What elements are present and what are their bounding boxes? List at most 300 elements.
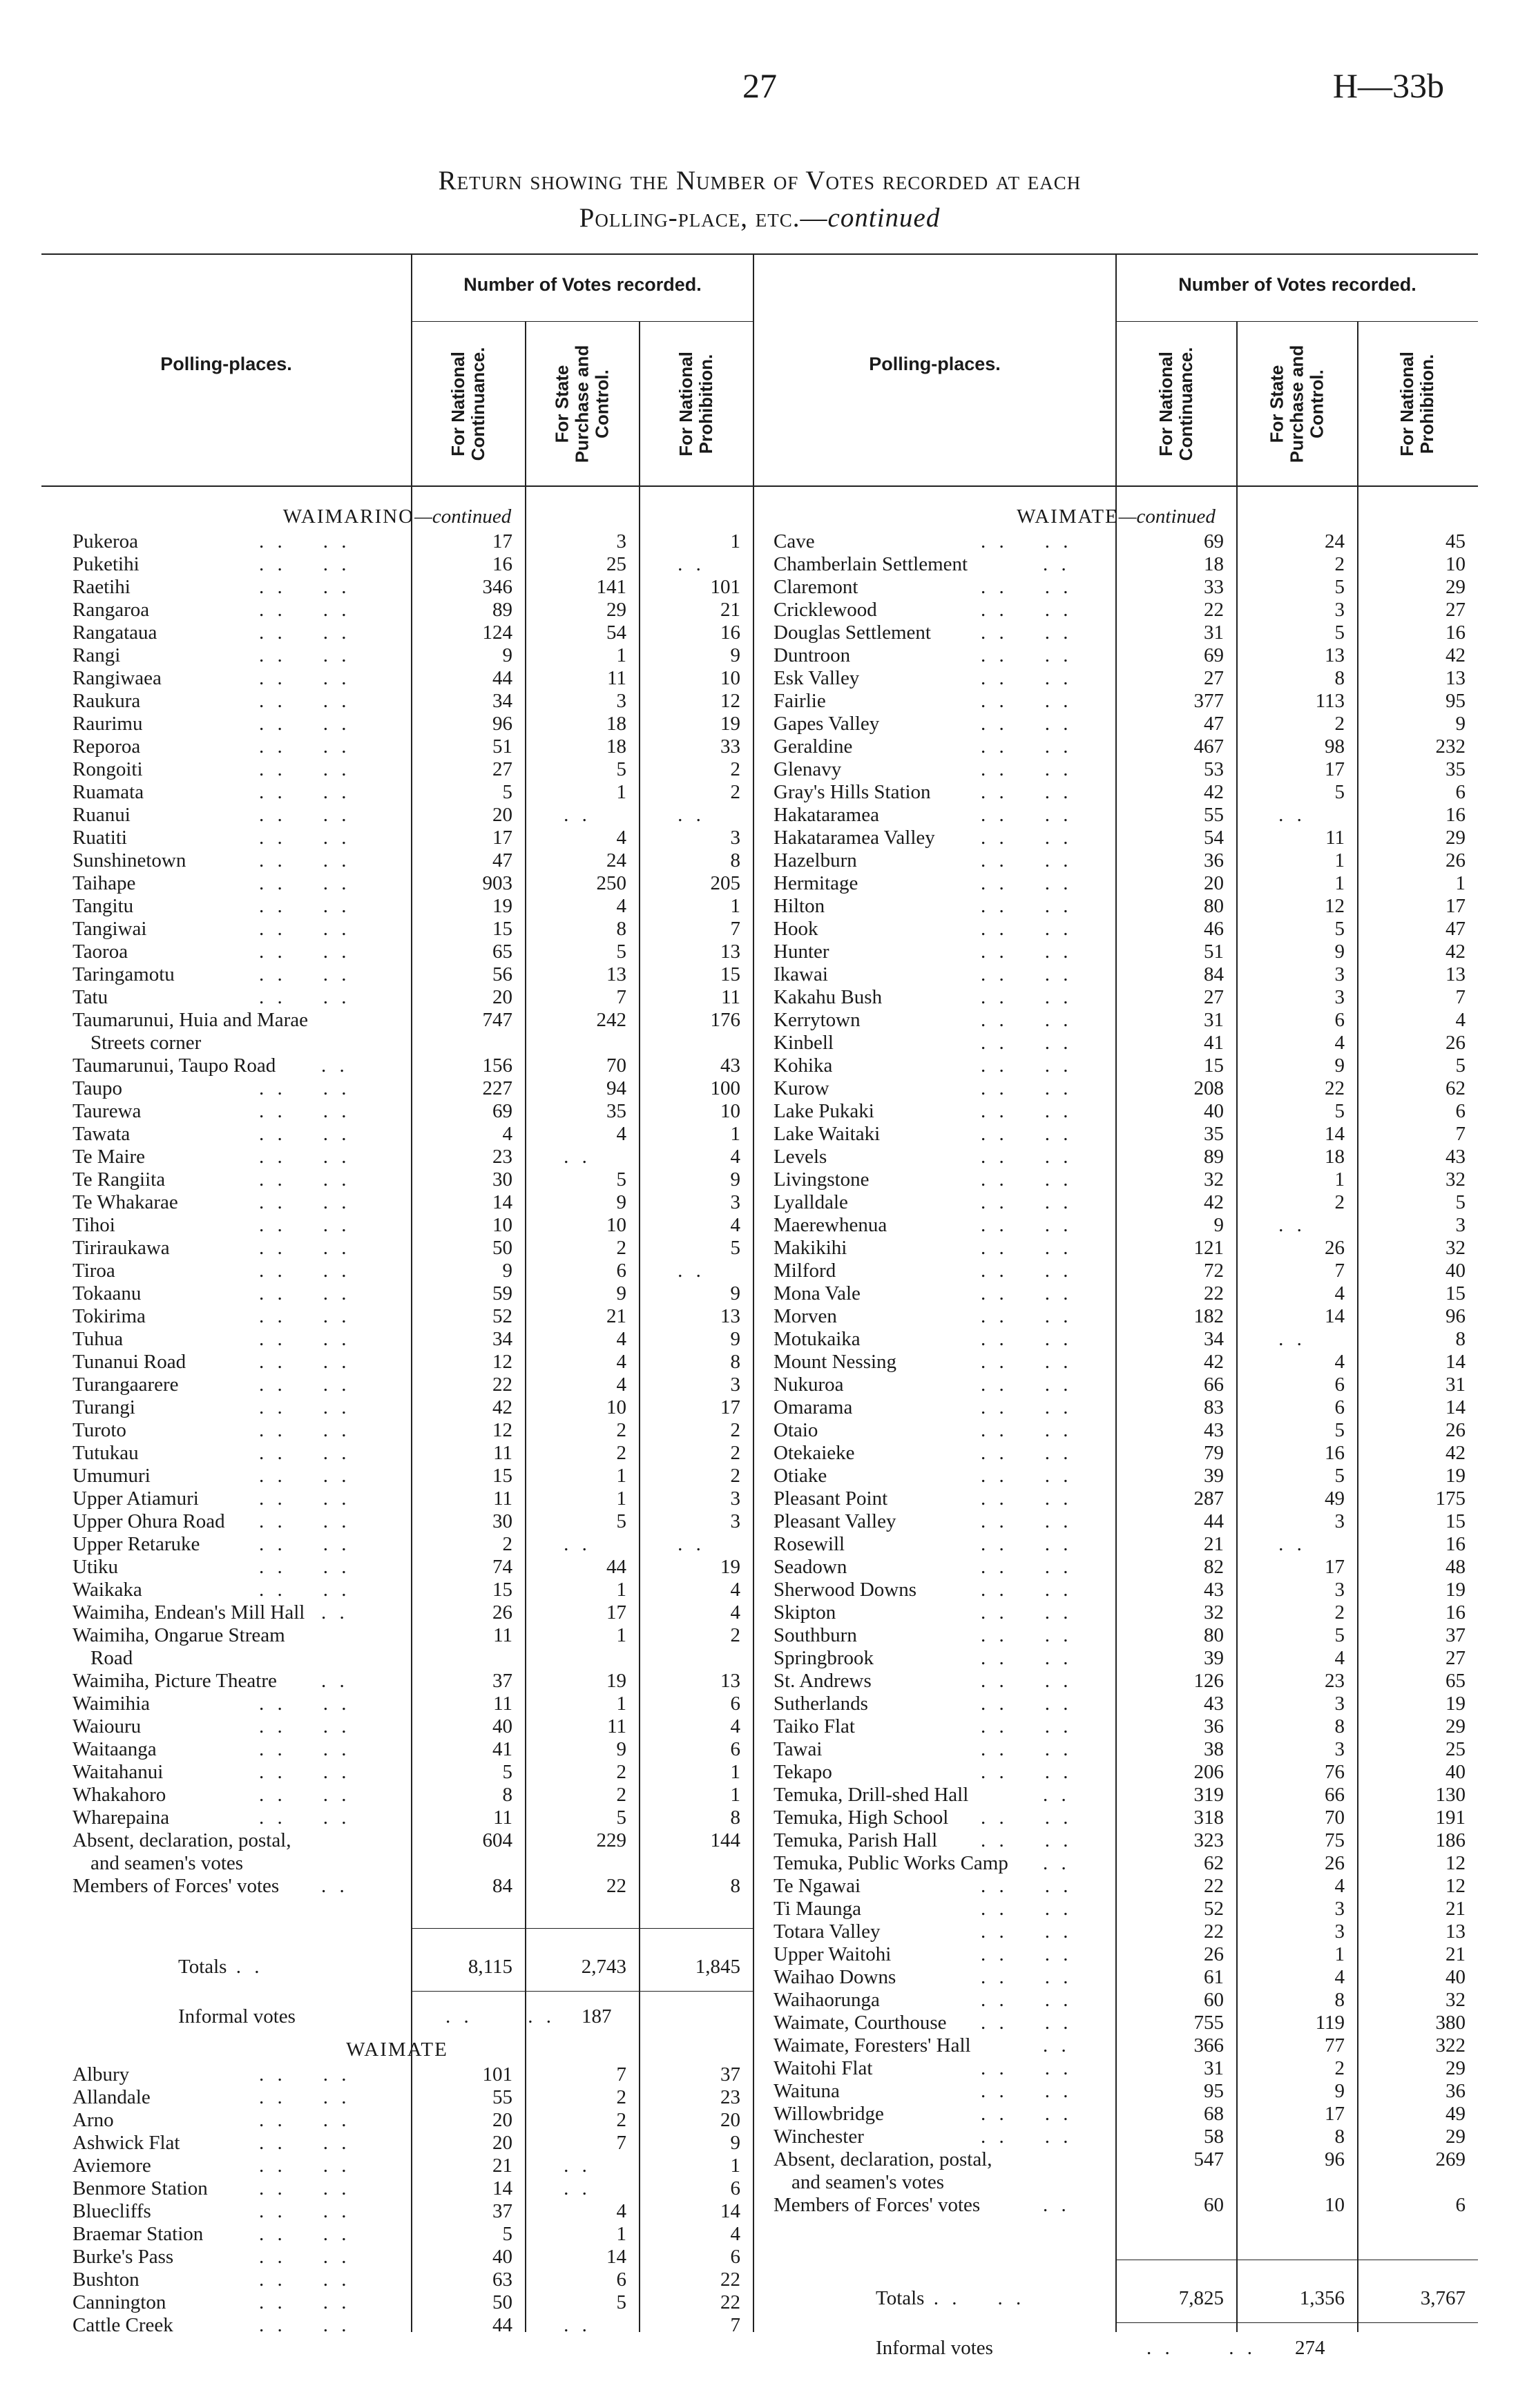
title-line-2: Polling-place, etc.—continued — [579, 203, 941, 233]
polling-place-name-line: Tutukau — [73, 1442, 139, 1464]
vote-prohibition: 5 — [1455, 1191, 1466, 1213]
leader-dots: . . . . — [259, 1100, 351, 1122]
leader-dots: . . . . — [259, 576, 351, 598]
vote-prohibition: 8 — [730, 849, 740, 871]
vote-state-control: 3 — [1334, 599, 1345, 621]
polling-place-name-line: Otiake — [774, 1465, 827, 1487]
leader-dots: . . . . — [981, 872, 1073, 894]
polling-place-name — [73, 2155, 151, 2177]
vote-prohibition: 11 — [721, 986, 740, 1008]
leader-dots: . . . . — [981, 1009, 1073, 1031]
polling-place-name-line: Kinbell — [774, 1032, 834, 1054]
leader-dots: . . . . — [259, 1260, 351, 1282]
polling-place-name — [774, 644, 850, 667]
vote-state-control: 1 — [1334, 1168, 1345, 1191]
vote-continuance: 903 — [482, 872, 512, 894]
polling-place-name — [73, 1510, 225, 1533]
vote-prohibition: 144 — [710, 1829, 740, 1851]
vote-prohibition: 8 — [730, 1351, 740, 1373]
vote-continuance: 43 — [1204, 1579, 1224, 1601]
leader-dots: . . . . — [981, 1191, 1073, 1213]
polling-place-name-line: Rangaroa — [73, 599, 150, 621]
vote-state-control: 5 — [616, 2291, 626, 2313]
vote-continuance: 40 — [492, 2246, 512, 2268]
vote-prohibition: 10 — [720, 1100, 740, 1122]
polling-place-name-line: Albury — [73, 2063, 130, 2086]
vote-prohibition: 21 — [1446, 1943, 1466, 1965]
polling-place-name-line: Turoto — [73, 1419, 126, 1441]
vote-prohibition: 19 — [720, 713, 740, 735]
leader-dots: . . . . — [259, 1237, 351, 1259]
vote-state-control: 2 — [1334, 1191, 1345, 1213]
vote-state-control: 24 — [1325, 530, 1345, 552]
vote-prohibition: 5 — [730, 1237, 740, 1259]
leader-dots: . . . . — [981, 622, 1073, 644]
leader-dots: . . . . — [259, 1191, 351, 1213]
vote-continuance: 20 — [492, 986, 512, 1008]
vote-prohibition: 32 — [1446, 1989, 1466, 2011]
vote-prohibition: 6 — [730, 2246, 740, 2268]
vote-prohibition: 26 — [1446, 1032, 1466, 1054]
vote-prohibition: 6 — [1455, 1100, 1466, 1122]
leader-dots: . . . . — [981, 1943, 1073, 1965]
polling-place-name — [774, 1693, 868, 1715]
vote-continuance: 20 — [492, 2132, 512, 2154]
header-state-right: For State Purchase and Control. — [1266, 345, 1327, 463]
vote-prohibition: 9 — [730, 644, 740, 666]
leader-dots: . . . . — [259, 1328, 351, 1350]
vote-state-control: . . — [564, 1533, 591, 1555]
polling-place-name-line: Glenavy — [774, 758, 842, 780]
vote-continuance: 26 — [1204, 1943, 1224, 1965]
vote-continuance: 59 — [492, 1282, 512, 1304]
vote-prohibition: 3 — [1455, 1214, 1466, 1236]
vote-prohibition: 20 — [720, 2109, 740, 2131]
polling-place-name — [73, 1533, 200, 1556]
vote-state-control: 4 — [1334, 1282, 1345, 1304]
vote-state-control: 4 — [1334, 1351, 1345, 1373]
polling-place-name — [73, 1237, 170, 1260]
vote-continuance: 96 — [492, 713, 512, 735]
vote-prohibition: 1 — [730, 895, 740, 917]
divider-right-s-p — [1357, 321, 1358, 2332]
vote-state-control: . . — [1278, 1328, 1306, 1350]
vote-continuance: 21 — [492, 2155, 512, 2177]
vote-prohibition: 191 — [1435, 1807, 1466, 1829]
polling-place-name — [73, 1009, 308, 1054]
vote-prohibition: 22 — [720, 2291, 740, 2313]
polling-place-name — [73, 599, 149, 622]
vote-continuance: 15 — [492, 1465, 512, 1487]
vote-prohibition: 101 — [710, 576, 740, 598]
leader-dots: . . . . — [981, 1761, 1073, 1783]
polling-place-name — [73, 1579, 142, 1601]
polling-place-name-line: Absent, declaration, postal, — [73, 1829, 291, 1851]
vote-state-control: 1 — [616, 644, 626, 666]
polling-place-name-line: Utiku — [73, 1556, 119, 1578]
vote-continuance: 287 — [1193, 1487, 1224, 1510]
leader-dots: . . — [1043, 2194, 1070, 2216]
polling-place-name-continuation: Streets corner — [90, 1032, 202, 1054]
vote-continuance: 22 — [492, 1374, 512, 1396]
polling-place-name — [774, 1442, 855, 1465]
polling-place-name — [73, 713, 143, 735]
polling-place-name — [73, 849, 186, 872]
polling-place-name-line: Temuka, Parish Hall — [774, 1829, 938, 1851]
polling-place-name-line: Tangitu — [73, 895, 134, 917]
vote-continuance: 63 — [492, 2269, 512, 2291]
vote-prohibition: 29 — [1446, 1715, 1466, 1737]
polling-place-name-line: Ruatiti — [73, 827, 127, 849]
vote-state-control: 70 — [606, 1054, 626, 1077]
vote-prohibition: 6 — [1455, 781, 1466, 803]
vote-continuance: 37 — [492, 2200, 512, 2222]
vote-prohibition: 130 — [1435, 1784, 1466, 1806]
vote-state-control: . . — [1278, 1533, 1306, 1555]
vote-state-control: 5 — [616, 1168, 626, 1191]
polling-place-name-line: Waikaka — [73, 1579, 142, 1601]
polling-place-name — [73, 2132, 180, 2155]
vote-continuance: 61 — [1204, 1966, 1224, 1988]
polling-place-name — [774, 2080, 840, 2103]
vote-prohibition: 4 — [730, 2223, 740, 2245]
polling-place-name-line: Gray's Hills Station — [774, 781, 931, 803]
polling-place-name — [774, 849, 857, 872]
polling-place-name-line: Upper Waitohi — [774, 1943, 892, 1965]
vote-state-control: 7 — [616, 2063, 626, 2086]
vote-prohibition: 13 — [720, 1305, 740, 1327]
vote-continuance: 53 — [1204, 758, 1224, 780]
vote-continuance: 323 — [1193, 1829, 1224, 1851]
vote-prohibition: 10 — [720, 667, 740, 689]
vote-prohibition: 40 — [1446, 1966, 1466, 1988]
vote-continuance: 22 — [1204, 1875, 1224, 1897]
polling-place-name — [73, 781, 144, 804]
vote-continuance: 68 — [1204, 2103, 1224, 2125]
vote-state-control: . . — [564, 2314, 591, 2336]
polling-place-name-line: Tokaanu — [73, 1282, 142, 1304]
vote-prohibition: 3 — [730, 1374, 740, 1396]
polling-place-name — [774, 1761, 832, 1784]
vote-state-control: 1 — [1334, 1943, 1345, 1965]
leader-dots: . . — [321, 1601, 349, 1624]
polling-place-name-line: Geraldine — [774, 735, 853, 758]
polling-place-name-line: Waimiha, Endean's Mill Hall — [73, 1601, 305, 1624]
right-totals-state: 1,356 — [1299, 2287, 1345, 2309]
polling-place-name — [774, 530, 815, 553]
vote-continuance: 89 — [492, 599, 512, 621]
vote-prohibition: 42 — [1446, 644, 1466, 666]
vote-continuance: 60 — [1204, 2194, 1224, 2216]
polling-place-name-line: Waimate, Courthouse — [774, 2012, 947, 2034]
vote-prohibition: 29 — [1446, 2126, 1466, 2148]
leader-dots: . . . . — [981, 1898, 1073, 1920]
vote-state-control: 7 — [616, 2132, 626, 2154]
leader-dots: . . . . — [259, 599, 351, 621]
polling-place-name-line: Rosewill — [774, 1533, 845, 1555]
leader-dots: . . . . — [259, 1123, 351, 1145]
header-number-recorded-right: Number of Votes recorded. — [1178, 274, 1416, 295]
vote-state-control: 22 — [1325, 1077, 1345, 1099]
vote-prohibition: 9 — [730, 1328, 740, 1350]
vote-state-control: 9 — [1334, 2080, 1345, 2102]
vote-state-control: 17 — [1325, 2103, 1345, 2125]
vote-continuance: 18 — [1204, 553, 1224, 575]
polling-place-name-line: Hakataramea Valley — [774, 827, 935, 849]
polling-place-name — [774, 667, 859, 690]
polling-place-name — [774, 1920, 880, 1943]
polling-place-name — [774, 1943, 891, 1966]
polling-place-name — [774, 1715, 855, 1738]
vote-prohibition: 10 — [1446, 553, 1466, 575]
polling-place-name — [73, 1396, 135, 1419]
leader-dots: . . . . — [259, 918, 351, 940]
leader-dots: . . . . — [981, 576, 1073, 598]
vote-prohibition: 27 — [1446, 599, 1466, 621]
polling-place-name — [73, 1761, 163, 1784]
polling-place-name-line: Tunanui Road — [73, 1351, 186, 1373]
vote-continuance: 44 — [492, 667, 512, 689]
vote-continuance: 38 — [1204, 1738, 1224, 1760]
leader-dots: . . . . — [981, 1647, 1073, 1669]
polling-place-name-line: Taiko Flat — [774, 1715, 855, 1737]
vote-prohibition: 36 — [1446, 2080, 1466, 2102]
vote-prohibition: 7 — [730, 918, 740, 940]
polling-place-name-line: Gapes Valley — [774, 713, 880, 735]
vote-prohibition: 1 — [730, 530, 740, 552]
vote-prohibition: 4 — [730, 1146, 740, 1168]
vote-state-control: 6 — [1334, 1374, 1345, 1396]
vote-prohibition: 13 — [1446, 667, 1466, 689]
vote-state-control: 17 — [1325, 758, 1345, 780]
vote-state-control: 4 — [616, 827, 626, 849]
polling-place-name — [73, 1123, 130, 1146]
polling-place-name — [73, 1191, 178, 1214]
polling-place-name-line: Aviemore — [73, 2155, 151, 2177]
vote-prohibition: 2 — [730, 758, 740, 780]
table-top-rule — [41, 253, 1478, 255]
vote-continuance: 31 — [1204, 1009, 1224, 1031]
vote-prohibition: 2 — [730, 1419, 740, 1441]
vote-prohibition: 21 — [1446, 1898, 1466, 1920]
vote-continuance: 11 — [493, 1442, 512, 1464]
leader-dots: . . . . — [981, 667, 1073, 689]
vote-state-control: 18 — [1325, 1146, 1345, 1168]
vote-continuance: 69 — [1204, 530, 1224, 552]
polling-place-name — [774, 622, 931, 644]
vote-prohibition: 43 — [1446, 1146, 1466, 1168]
leader-dots: . . . . — [259, 1579, 351, 1601]
vote-continuance: 46 — [1204, 918, 1224, 940]
polling-place-name-line: Esk Valley — [774, 667, 860, 689]
polling-place-name — [73, 1374, 179, 1396]
polling-place-name — [73, 553, 140, 576]
vote-continuance: 2 — [502, 1533, 512, 1555]
vote-prohibition: 65 — [1446, 1670, 1466, 1692]
leader-dots: . . . . — [981, 735, 1073, 758]
polling-place-name — [73, 1419, 126, 1442]
vote-state-control: 3 — [1334, 1898, 1345, 1920]
vote-continuance: 755 — [1193, 2012, 1224, 2034]
vote-continuance: 12 — [492, 1419, 512, 1441]
vote-prohibition: 9 — [730, 2132, 740, 2154]
polling-place-name-line: Ruanui — [73, 804, 131, 826]
vote-state-control: 2 — [616, 1237, 626, 1259]
polling-place-name — [774, 1738, 822, 1761]
vote-continuance: 27 — [1204, 667, 1224, 689]
polling-place-name-line: Waitahanui — [73, 1761, 164, 1783]
vote-continuance: 604 — [482, 1829, 512, 1851]
leader-dots: . . . . — [981, 1829, 1073, 1851]
vote-continuance: 22 — [1204, 1920, 1224, 1943]
vote-continuance: 11 — [493, 1693, 512, 1715]
polling-place-name — [774, 1054, 832, 1077]
vote-prohibition: 14 — [720, 2200, 740, 2222]
vote-prohibition: 16 — [1446, 804, 1466, 826]
polling-place-name — [774, 1009, 861, 1032]
polling-place-name — [774, 2148, 992, 2194]
vote-prohibition: 4 — [730, 1715, 740, 1737]
leader-dots: . . — [1043, 553, 1070, 575]
vote-state-control: 4 — [1334, 1032, 1345, 1054]
left-totals-continuance: 8,115 — [468, 1956, 512, 1978]
vote-continuance: 124 — [482, 622, 512, 644]
leader-dots: . . . . — [981, 1054, 1073, 1077]
polling-place-name-line: Milford — [774, 1260, 836, 1282]
vote-prohibition: 3 — [730, 1191, 740, 1213]
vote-state-control: 19 — [606, 1670, 626, 1692]
polling-place-name — [774, 1237, 847, 1260]
vote-prohibition: 13 — [720, 1670, 740, 1692]
polling-place-name — [774, 1123, 880, 1146]
vote-state-control: 9 — [616, 1738, 626, 1760]
polling-place-name — [774, 1191, 848, 1214]
vote-prohibition: 7 — [730, 2314, 740, 2336]
polling-place-name — [73, 804, 131, 827]
vote-prohibition: 49 — [1446, 2103, 1466, 2125]
vote-state-control: 8 — [616, 918, 626, 940]
vote-state-control: 229 — [596, 1829, 626, 1851]
polling-place-name — [774, 986, 882, 1009]
polling-place-name-line: Lake Waitaki — [774, 1123, 881, 1145]
polling-place-name — [774, 781, 931, 804]
leader-dots: . . . . — [259, 2132, 351, 2154]
vote-state-control: 70 — [1325, 1807, 1345, 1829]
leader-dots: . . . . — [259, 827, 351, 849]
polling-place-name-line: Hazelburn — [774, 849, 857, 871]
vote-prohibition: 29 — [1446, 827, 1466, 849]
leader-dots: . . . . — [981, 1260, 1073, 1282]
leader-dots: . . . . — [981, 1328, 1073, 1350]
polling-place-name-line: Sutherlands — [774, 1693, 868, 1715]
header-state-left: For State Purchase and Control. — [551, 345, 613, 463]
vote-prohibition: 322 — [1435, 2034, 1466, 2057]
vote-state-control: 17 — [606, 1601, 626, 1624]
vote-state-control: 113 — [1315, 690, 1345, 712]
polling-place-name-line: Taihape — [73, 872, 136, 894]
section-title-waimarino: WAIMARINO—continued — [282, 505, 512, 528]
polling-place-name — [774, 1168, 870, 1191]
polling-place-name — [73, 622, 157, 644]
vote-prohibition: 176 — [710, 1009, 740, 1031]
polling-place-name — [774, 1829, 937, 1852]
divider-left-names — [411, 253, 412, 2332]
vote-continuance: 227 — [482, 1077, 512, 1099]
vote-state-control: 9 — [1334, 1054, 1345, 1077]
vote-state-control: 22 — [606, 1875, 626, 1897]
leader-dots: . . . . — [981, 986, 1073, 1008]
vote-prohibition: 26 — [1446, 1419, 1466, 1441]
vote-prohibition: 1 — [730, 1784, 740, 1806]
vote-continuance: 27 — [492, 758, 512, 780]
polling-place-name — [774, 1989, 880, 2012]
vote-continuance: 467 — [1193, 735, 1224, 758]
polling-place-name — [774, 713, 879, 735]
vote-prohibition: 19 — [1446, 1579, 1466, 1601]
leader-dots: . . . . — [981, 1100, 1073, 1122]
polling-place-name-line: Raukura — [73, 690, 141, 712]
vote-state-control: 76 — [1325, 1761, 1345, 1783]
vote-prohibition: 37 — [1446, 1624, 1466, 1646]
polling-place-name — [73, 1305, 146, 1328]
vote-continuance: 9 — [1213, 1214, 1224, 1236]
leader-dots: . . . . — [259, 1396, 351, 1418]
leader-dots: . . . . — [981, 1351, 1073, 1373]
vote-state-control: 10 — [1325, 2194, 1345, 2216]
leader-dots: . . . . — [981, 1168, 1073, 1191]
polling-place-name-line: Tihoi — [73, 1214, 115, 1236]
vote-state-control: . . — [564, 2155, 591, 2177]
polling-place-name — [73, 1054, 276, 1077]
polling-place-name-line: Taringamotu — [73, 963, 175, 985]
vote-prohibition: 9 — [730, 1282, 740, 1304]
vote-continuance: 346 — [482, 576, 512, 598]
vote-continuance: 366 — [1193, 2034, 1224, 2057]
leader-dots: . . . . — [981, 530, 1073, 552]
leader-dots: . . . . — [981, 1032, 1073, 1054]
vote-continuance: 11 — [493, 1487, 512, 1510]
leader-dots: . . . . — [259, 1442, 351, 1464]
leader-dots: . . . . — [981, 1237, 1073, 1259]
polling-place-name — [774, 941, 829, 963]
vote-state-control: 4 — [616, 1351, 626, 1373]
vote-state-control: 49 — [1325, 1487, 1345, 1510]
right-totals-rule-bottom — [1115, 2322, 1478, 2323]
left-informal-value: 187 — [582, 2005, 612, 2027]
vote-state-control: 2 — [616, 1419, 626, 1441]
group-rule-left — [411, 321, 753, 322]
vote-state-control: 1 — [1334, 849, 1345, 871]
vote-continuance: 27 — [1204, 986, 1224, 1008]
polling-place-name-line: Cannington — [73, 2291, 166, 2313]
vote-continuance: 36 — [1204, 1715, 1224, 1737]
polling-place-name-line: Omarama — [774, 1396, 853, 1418]
polling-place-name-line: Whakahoro — [73, 1784, 166, 1806]
vote-state-control: 5 — [616, 941, 626, 963]
polling-place-name — [774, 1510, 896, 1533]
leader-dots: . . . . — [981, 1966, 1073, 1988]
polling-place-name-line: Lake Pukaki — [774, 1100, 874, 1122]
leader-dots: . . . . — [981, 963, 1073, 985]
divider-left-s-p — [639, 321, 640, 2332]
vote-prohibition: 37 — [720, 2063, 740, 2086]
vote-prohibition: 3 — [730, 827, 740, 849]
polling-place-name-line: Motukaika — [774, 1328, 861, 1350]
vote-prohibition: 19 — [1446, 1693, 1466, 1715]
vote-state-control: 8 — [1334, 1989, 1345, 2011]
vote-continuance: 52 — [1204, 1898, 1224, 1920]
vote-state-control: 96 — [1325, 2148, 1345, 2170]
